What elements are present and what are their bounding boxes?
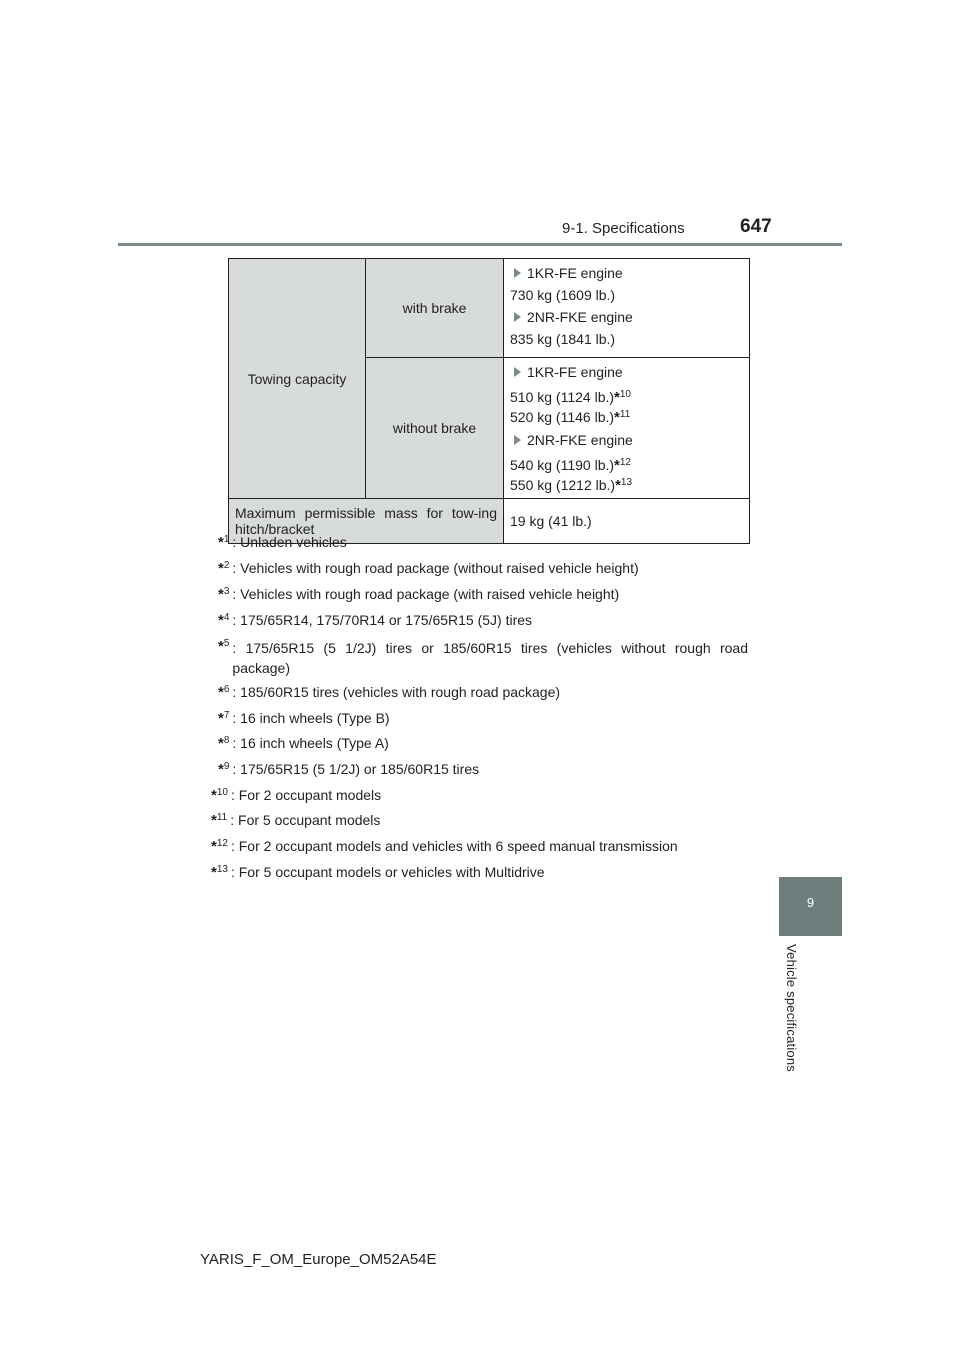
footnote-asterisk-icon: * xyxy=(218,560,224,577)
triangle-bullet-icon xyxy=(514,312,521,322)
footnote-ref: 11 xyxy=(619,409,631,420)
footnote-asterisk-icon: * xyxy=(218,735,224,752)
footnote-item xyxy=(218,638,748,678)
footnote-asterisk-icon: * xyxy=(211,864,217,881)
footnote-ref: 10 xyxy=(619,389,631,400)
footnote-marker xyxy=(218,761,229,778)
footnote-number: 4 xyxy=(223,612,230,623)
footnote-text: : 16 inch wheels (Type B) xyxy=(232,710,390,726)
towing-value: 550 kg (1212 lb.) xyxy=(510,477,616,493)
footnote-number: 6 xyxy=(223,684,230,695)
footnote-asterisk-icon: * xyxy=(614,457,620,474)
footnote-text: : 175/65R15 (5 1/2J) or 185/60R15 tires xyxy=(232,761,480,777)
footnote-text: : For 2 occupant models and vehicles with 6 speed manual transmission xyxy=(230,838,678,854)
page-number: 647 xyxy=(740,216,772,237)
footnote-number: 9 xyxy=(223,761,230,772)
engine-name: 2NR-FKE engine xyxy=(527,309,633,325)
towing-value: 540 kg (1190 lb.) xyxy=(510,457,615,473)
footnote-number: 7 xyxy=(223,710,230,721)
footnote-asterisk-icon: * xyxy=(218,534,224,551)
footnote-asterisk-icon: * xyxy=(211,787,217,804)
engine-name: 1KR-FE engine xyxy=(527,364,623,380)
header-divider xyxy=(118,243,842,246)
footnote-marker xyxy=(211,812,227,829)
towing-value: 510 kg (1124 lb.) xyxy=(510,389,615,405)
footnote-number: 3 xyxy=(223,586,230,597)
footnote-text: : For 5 occupant models xyxy=(230,812,381,828)
footnote-asterisk-icon: * xyxy=(218,710,224,727)
footnote-marker xyxy=(218,534,229,551)
footnote-text: : 16 inch wheels (Type A) xyxy=(232,735,389,751)
document-id: YARIS_F_OM_Europe_OM52A54E xyxy=(200,1251,437,1268)
footnote-marker xyxy=(211,787,228,804)
footnote-item xyxy=(211,864,758,881)
footnote-asterisk-icon: * xyxy=(211,838,217,855)
footnote-asterisk-icon: * xyxy=(218,612,224,629)
footnote-item xyxy=(218,684,758,701)
footnote-text: : 185/60R15 tires (vehicles with rough road package) xyxy=(232,684,561,700)
footnote-number: 11 xyxy=(216,812,228,823)
triangle-bullet-icon xyxy=(514,268,521,278)
section-title: 9-1. Specifications xyxy=(562,220,685,237)
without-brake-label: without brake xyxy=(366,358,504,499)
footnote-marker xyxy=(211,864,228,881)
footnote-ref: 13 xyxy=(620,477,633,488)
footnote-number: 2 xyxy=(223,560,230,571)
footnote-text: : 175/65R14, 175/70R14 or 175/65R15 (5J) tires xyxy=(232,612,533,628)
engine-item xyxy=(510,309,743,325)
footnote-text: : 175/65R15 (5 1/2J) tires or 185/60R15 tires (vehicles without rough road package) xyxy=(232,640,748,676)
footnote-number: 5 xyxy=(223,638,230,649)
footnote-asterisk-icon: * xyxy=(218,638,224,655)
engine-item xyxy=(510,364,743,380)
chapter-tab[interactable]: 9 xyxy=(779,877,842,936)
footnote-number: 1 xyxy=(223,534,230,545)
towing-value-row xyxy=(510,406,743,426)
footnote-marker xyxy=(218,735,229,752)
footnote-asterisk-icon: * xyxy=(218,761,224,778)
chapter-label xyxy=(785,944,805,1094)
footnote-item xyxy=(218,761,758,778)
footnote-item xyxy=(211,812,758,829)
engine-name: 1KR-FE engine xyxy=(527,265,623,281)
towing-value: 520 kg (1146 lb.) xyxy=(510,409,615,425)
footnote-asterisk-icon: * xyxy=(211,812,217,829)
footnote-marker xyxy=(218,586,229,603)
engine-item xyxy=(510,432,743,448)
footnote-asterisk-icon: * xyxy=(614,409,620,426)
footnote-item xyxy=(218,612,758,629)
triangle-bullet-icon xyxy=(514,367,521,377)
footnote-item xyxy=(218,710,758,727)
triangle-bullet-icon xyxy=(514,435,521,445)
footnote-marker xyxy=(218,684,229,701)
without-brake-values xyxy=(504,358,750,499)
towing-value-row xyxy=(510,386,743,406)
towing-value-row xyxy=(510,474,743,494)
towing-capacity-label: Towing capacity xyxy=(229,259,366,499)
footnote-asterisk-icon: * xyxy=(615,477,621,494)
footnote-item xyxy=(218,586,758,603)
footnote-ref: 12 xyxy=(619,457,631,468)
footnote-marker xyxy=(218,710,229,727)
footnote-item xyxy=(218,735,758,752)
footnote-number: 8 xyxy=(223,735,230,746)
chapter-title: Vehicle specifications xyxy=(784,944,799,1072)
engine-item xyxy=(510,265,743,281)
footnote-text: : For 5 occupant models or vehicles with Multidrive xyxy=(230,864,545,880)
footnote-text: : Vehicles with rough road package (without raised vehicle height) xyxy=(232,560,639,576)
towing-value: 730 kg (1609 lb.) xyxy=(510,287,616,303)
hitch-mass-label: Maximum permissible mass for tow-ing hitch/bracket xyxy=(229,499,504,544)
footnote-marker xyxy=(218,612,229,629)
footnote-item xyxy=(211,838,758,855)
footnote-marker xyxy=(211,838,228,855)
engine-name: 2NR-FKE engine xyxy=(527,432,633,448)
towing-value: 835 kg (1841 lb.) xyxy=(510,331,616,347)
footnote-item xyxy=(218,534,758,551)
footnote-marker xyxy=(218,560,229,577)
footnote-number: 10 xyxy=(216,787,228,798)
towing-value-row xyxy=(510,454,743,474)
footnote-text: : Unladen vehicles xyxy=(232,534,347,550)
footnote-asterisk-icon: * xyxy=(614,389,620,406)
with-brake-label: with brake xyxy=(366,259,504,358)
footnote-number: 13 xyxy=(216,864,228,875)
towing-spec-table xyxy=(228,258,750,544)
footnote-text: : For 2 occupant models xyxy=(230,787,382,803)
footnote-item xyxy=(211,787,758,804)
with-brake-values xyxy=(504,259,750,358)
footnote-text: : Vehicles with rough road package (with raised vehicle height) xyxy=(232,586,620,602)
hitch-mass-value: 19 kg (41 lb.) xyxy=(504,499,750,544)
footnote-asterisk-icon: * xyxy=(218,586,224,603)
footnote-marker xyxy=(218,638,229,678)
footnote-asterisk-icon: * xyxy=(218,684,224,701)
footnote-item xyxy=(218,560,758,577)
footnote-number: 12 xyxy=(216,838,228,849)
